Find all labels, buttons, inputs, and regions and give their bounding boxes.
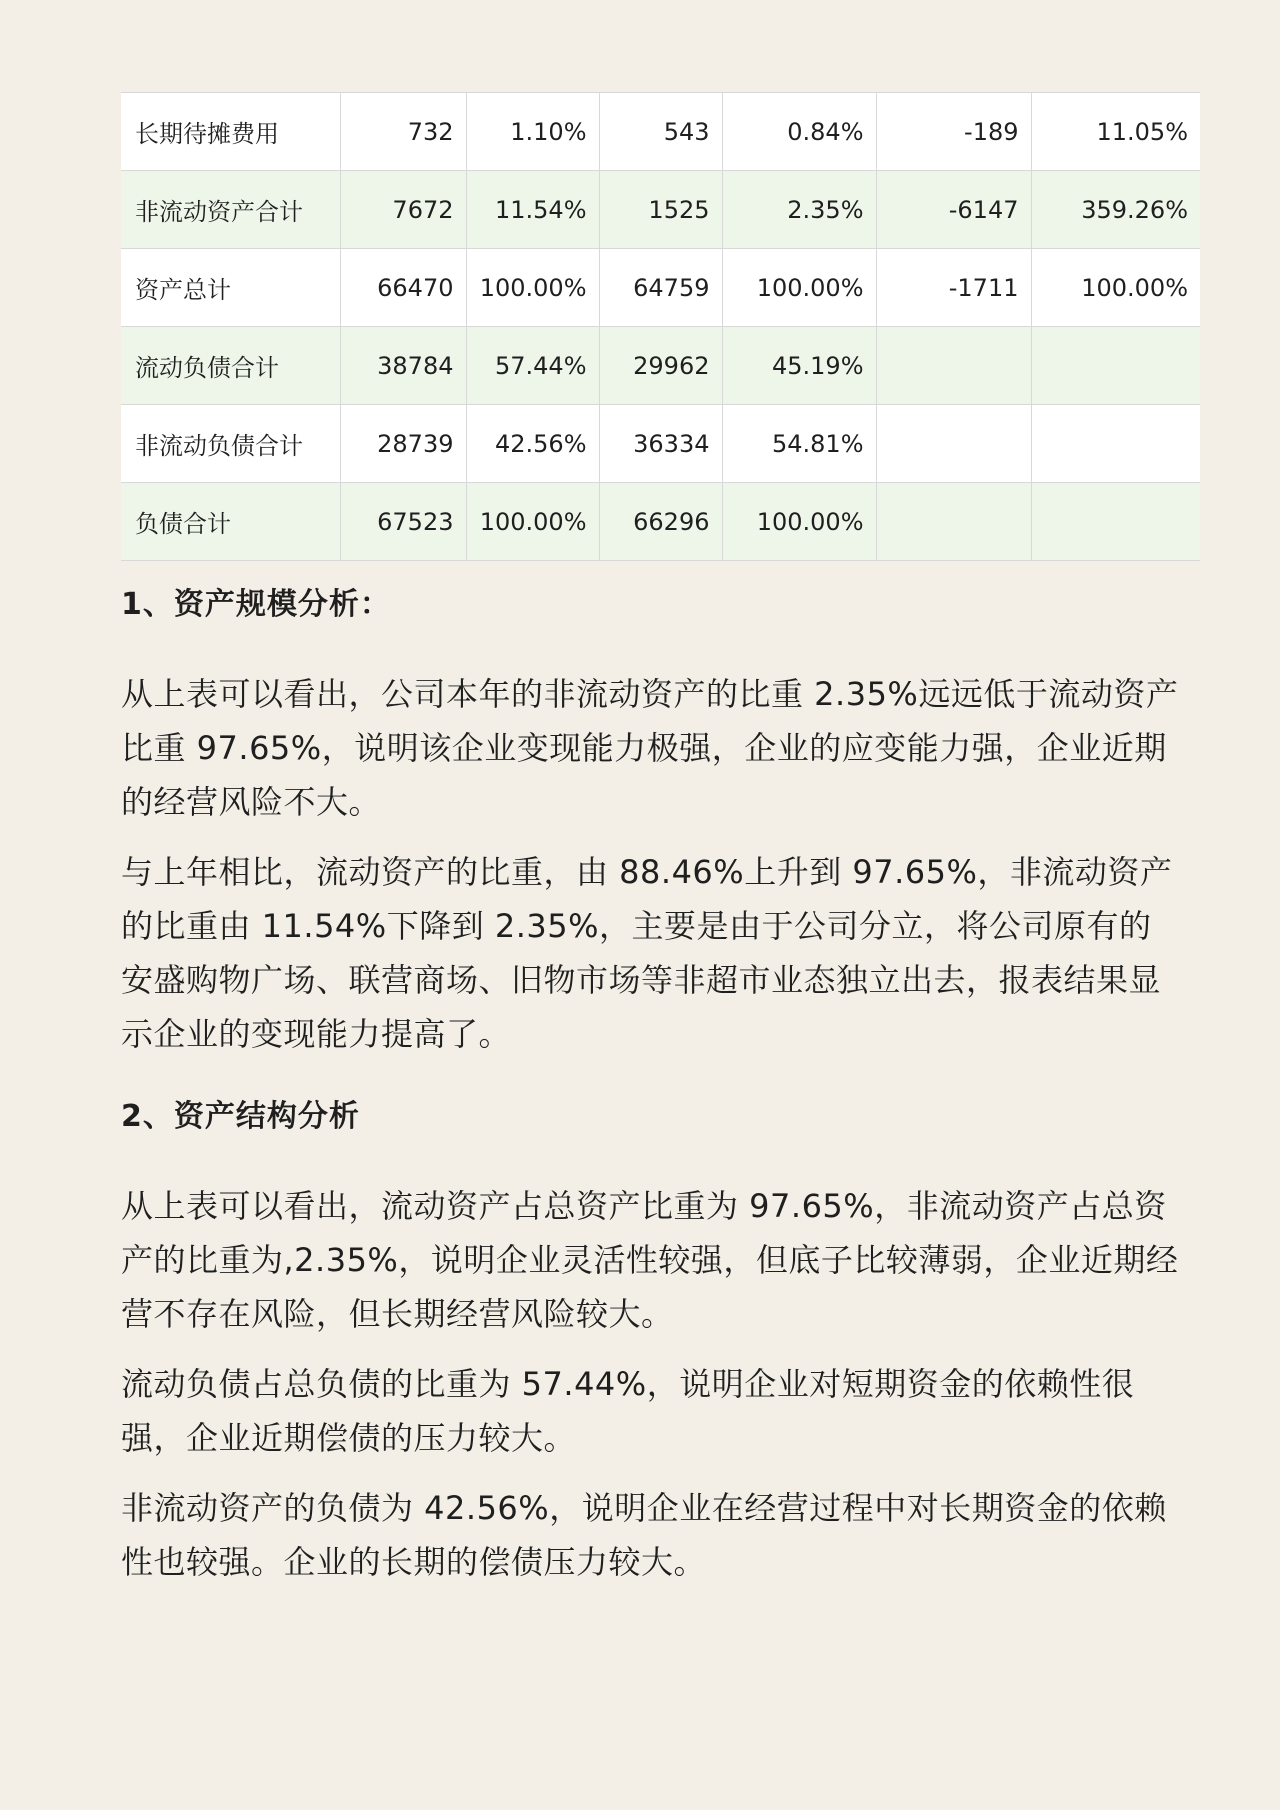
row-label: 资产总计 (121, 249, 340, 327)
table-cell: 7672 (340, 171, 466, 249)
table-cell: 38784 (340, 327, 466, 405)
table-cell: 36334 (599, 405, 722, 483)
table-cell: 1525 (599, 171, 722, 249)
analysis-text (121, 583, 1181, 1589)
row-label: 流动负债合计 (121, 327, 340, 405)
table-cell: 100.00% (466, 483, 599, 561)
table-cell: 67523 (340, 483, 466, 561)
row-label: 非流动负债合计 (121, 405, 340, 483)
table-cell: 543 (599, 93, 722, 171)
table-cell: 100.00% (1031, 249, 1200, 327)
table-cell: 54.81% (722, 405, 876, 483)
table-cell (876, 405, 1031, 483)
table-cell: 100.00% (722, 483, 876, 561)
table-row (121, 327, 1200, 405)
row-label: 非流动资产合计 (121, 171, 340, 249)
table-cell: 29962 (599, 327, 722, 405)
table-row (121, 171, 1200, 249)
paragraph: 与上年相比，流动资产的比重，由 88.46%上升到 97.65%，非流动资产的比重由 11.54%下降到 2.35%，主要是由于公司分立，将公司原有的安盛购物广场、联营商场、旧物市场等非超市业态独立出去，报表结果显示企业的变现能力提高了。 (121, 853, 1173, 1053)
table-cell: 57.44% (466, 327, 599, 405)
paragraph: 从上表可以看出，流动资产占总资产比重为 97.65%，非流动资产占总资产的比重为,2.35%，说明企业灵活性较强，但底子比较薄弱，企业近期经营不存在风险，但长期经营风险较大。 (121, 1187, 1179, 1333)
table-cell (1031, 405, 1200, 483)
table-cell: 100.00% (722, 249, 876, 327)
table-row (121, 405, 1200, 483)
table-cell (876, 327, 1031, 405)
table-cell (876, 483, 1031, 561)
paragraph: 从上表可以看出，公司本年的非流动资产的比重 2.35%远远低于流动资产比重 97.65%，说明该企业变现能力极强，企业的应变能力强，企业近期的经营风险不大。 (121, 675, 1179, 821)
section-heading: 2、资产结构分析 (121, 1099, 360, 1134)
table-cell: 732 (340, 93, 466, 171)
table-cell: 42.56% (466, 405, 599, 483)
section-heading: 1、资产规模分析： (121, 587, 391, 622)
table-row (121, 93, 1200, 171)
table-cell: 66296 (599, 483, 722, 561)
table-cell (1031, 327, 1200, 405)
table-cell: 100.00% (466, 249, 599, 327)
table-cell: 359.26% (1031, 171, 1200, 249)
table-cell: 0.84% (722, 93, 876, 171)
table-cell: 64759 (599, 249, 722, 327)
row-label: 长期待摊费用 (121, 93, 340, 171)
table-cell: 45.19% (722, 327, 876, 405)
table-cell: -189 (876, 93, 1031, 171)
table-cell (1031, 483, 1200, 561)
table-cell: 66470 (340, 249, 466, 327)
paragraph: 流动负债占总负债的比重为 57.44%，说明企业对短期资金的依赖性很强，企业近期偿债的压力较大。 (121, 1365, 1135, 1457)
table-cell: 1.10% (466, 93, 599, 171)
financial-table (121, 92, 1200, 561)
paragraph: 非流动资产的负债为 42.56%，说明企业在经营过程中对长期资金的依赖性也较强。企业的长期的偿债压力较大。 (121, 1489, 1167, 1581)
table-cell: 11.05% (1031, 93, 1200, 171)
table-cell: -6147 (876, 171, 1031, 249)
document-page (121, 92, 1200, 1605)
row-label: 负债合计 (121, 483, 340, 561)
table-cell: 28739 (340, 405, 466, 483)
spacer (121, 1077, 1181, 1095)
table-row (121, 249, 1200, 327)
table-cell: -1711 (876, 249, 1031, 327)
table-cell: 2.35% (722, 171, 876, 249)
table-row (121, 483, 1200, 561)
table-cell: 11.54% (466, 171, 599, 249)
